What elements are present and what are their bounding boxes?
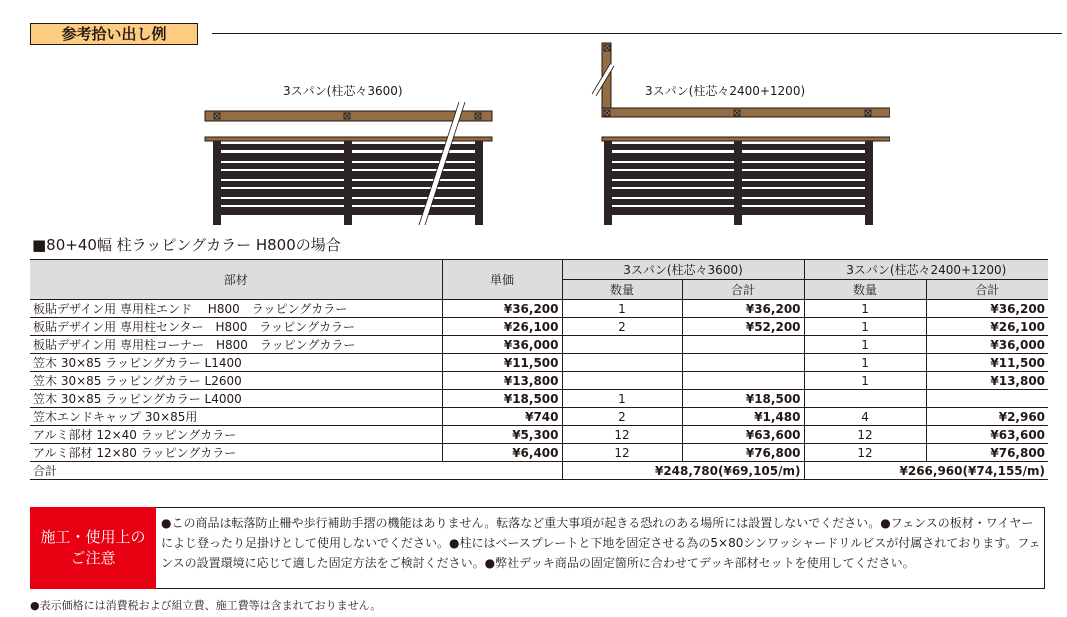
table-row bbox=[30, 372, 1048, 390]
table-row bbox=[30, 426, 1048, 444]
left-diagram-label: 3スパン(柱芯々3600) bbox=[283, 84, 403, 98]
a-total: ¥52,200 bbox=[682, 318, 804, 336]
total-label: 合計 bbox=[30, 462, 562, 480]
a-qty: 2 bbox=[562, 318, 682, 336]
b-total: ¥26,100 bbox=[926, 318, 1048, 336]
a-total bbox=[682, 336, 804, 354]
part-name: 笠木 30×85 ラッピングカラー L2600 bbox=[30, 372, 442, 390]
table-row bbox=[30, 300, 1048, 318]
fence-diagram-left bbox=[200, 100, 500, 230]
part-name: 笠木エンドキャップ 30×85用 bbox=[30, 408, 442, 426]
grand-total-b: ¥266,960(¥74,155/m) bbox=[804, 462, 1048, 480]
part-name: 笠木 30×85 ラッピングカラー L1400 bbox=[30, 354, 442, 372]
caution-box bbox=[30, 507, 1045, 589]
unit-price: ¥11,500 bbox=[442, 354, 562, 372]
grand-total-a: ¥248,780(¥69,105/m) bbox=[562, 462, 804, 480]
table-total-row bbox=[30, 462, 1048, 480]
unit-price: ¥36,200 bbox=[442, 300, 562, 318]
unit-price: ¥13,800 bbox=[442, 372, 562, 390]
caution-text: ●この商品は転落防止柵や歩行補助手摺の機能はありません。転落など重大事項が起きる恐れのある場所には設置しないでください。●フェンスの板材・ワイヤーによじ登ったり足掛けとして使用しないでください。●柱にはベースプレートと下地を固定させる為の5×80シンワッシャードリルビスが付属されております。フェンスの設置環境に応じて適した固定方法をご検討ください。●弊社デッキ商品の固定箇所に合わせてデッキ部材セットを使用してください。 bbox=[161, 516, 1041, 570]
a-total: ¥1,480 bbox=[682, 408, 804, 426]
part-name: 笠木 30×85 ラッピングカラー L4000 bbox=[30, 390, 442, 408]
caution-label-line1: 施工・使用上の bbox=[40, 528, 146, 546]
a-qty: 1 bbox=[562, 300, 682, 318]
a-qty: 12 bbox=[562, 444, 682, 462]
header-b-total: 合計 bbox=[926, 280, 1048, 300]
a-qty bbox=[562, 372, 682, 390]
unit-price: ¥5,300 bbox=[442, 426, 562, 444]
b-qty bbox=[804, 390, 926, 408]
a-total: ¥18,500 bbox=[682, 390, 804, 408]
b-total: ¥13,800 bbox=[926, 372, 1048, 390]
table-row bbox=[30, 390, 1048, 408]
part-name: 板貼デザイン用 専用柱コーナー H800 ラッピングカラー bbox=[30, 336, 442, 354]
table-row bbox=[30, 336, 1048, 354]
right-diagram-label: 3スパン(柱芯々2400+1200) bbox=[645, 84, 806, 98]
a-qty bbox=[562, 354, 682, 372]
part-name: アルミ部材 12×40 ラッピングカラー bbox=[30, 426, 442, 444]
b-total: ¥36,200 bbox=[926, 300, 1048, 318]
a-qty bbox=[562, 336, 682, 354]
table-row bbox=[30, 354, 1048, 372]
b-qty: 1 bbox=[804, 318, 926, 336]
price-footnote: ●表示価格には消費税および組立費、施工費等は含まれておりません。 bbox=[30, 599, 382, 612]
table-header-row bbox=[30, 260, 1048, 280]
a-total: ¥63,600 bbox=[682, 426, 804, 444]
b-qty: 12 bbox=[804, 426, 926, 444]
part-name: 板貼デザイン用 専用柱エンド H800 ラッピングカラー bbox=[30, 300, 442, 318]
a-total bbox=[682, 354, 804, 372]
header-a-total: 合計 bbox=[682, 280, 804, 300]
fence-diagram-right bbox=[590, 40, 890, 230]
part-name: 板貼デザイン用 専用柱センター H800 ラッピングカラー bbox=[30, 318, 442, 336]
b-total: ¥11,500 bbox=[926, 354, 1048, 372]
header-part: 部材 bbox=[30, 260, 442, 300]
b-qty: 4 bbox=[804, 408, 926, 426]
b-qty: 1 bbox=[804, 354, 926, 372]
a-total: ¥36,200 bbox=[682, 300, 804, 318]
b-total: ¥36,000 bbox=[926, 336, 1048, 354]
unit-price: ¥740 bbox=[442, 408, 562, 426]
section-tag: 参考拾い出し例 bbox=[30, 23, 198, 45]
table-row bbox=[30, 444, 1048, 462]
unit-price: ¥26,100 bbox=[442, 318, 562, 336]
a-total bbox=[682, 372, 804, 390]
unit-price: ¥18,500 bbox=[442, 390, 562, 408]
caution-label bbox=[30, 507, 156, 589]
title-divider bbox=[212, 33, 1062, 34]
a-qty: 12 bbox=[562, 426, 682, 444]
header-unit-price: 単価 bbox=[442, 260, 562, 300]
b-qty: 1 bbox=[804, 300, 926, 318]
unit-price: ¥36,000 bbox=[442, 336, 562, 354]
a-qty: 2 bbox=[562, 408, 682, 426]
b-total: ¥2,960 bbox=[926, 408, 1048, 426]
caution-label-line2: ご注意 bbox=[70, 549, 116, 567]
header-group-a: 3スパン(柱芯々3600) bbox=[562, 260, 804, 280]
b-qty: 12 bbox=[804, 444, 926, 462]
section-title: ■80+40幅 柱ラッピングカラー H800の場合 bbox=[32, 236, 341, 254]
unit-price: ¥6,400 bbox=[442, 444, 562, 462]
table-row bbox=[30, 408, 1048, 426]
b-qty: 1 bbox=[804, 336, 926, 354]
b-total: ¥76,800 bbox=[926, 444, 1048, 462]
table-row bbox=[30, 318, 1048, 336]
part-name: アルミ部材 12×80 ラッピングカラー bbox=[30, 444, 442, 462]
a-qty: 1 bbox=[562, 390, 682, 408]
b-total bbox=[926, 390, 1048, 408]
a-total: ¥76,800 bbox=[682, 444, 804, 462]
header-a-qty: 数量 bbox=[562, 280, 682, 300]
b-qty: 1 bbox=[804, 372, 926, 390]
price-table bbox=[30, 259, 1048, 480]
header-group-b: 3スパン(柱芯々2400+1200) bbox=[804, 260, 1048, 280]
b-total: ¥63,600 bbox=[926, 426, 1048, 444]
header-b-qty: 数量 bbox=[804, 280, 926, 300]
